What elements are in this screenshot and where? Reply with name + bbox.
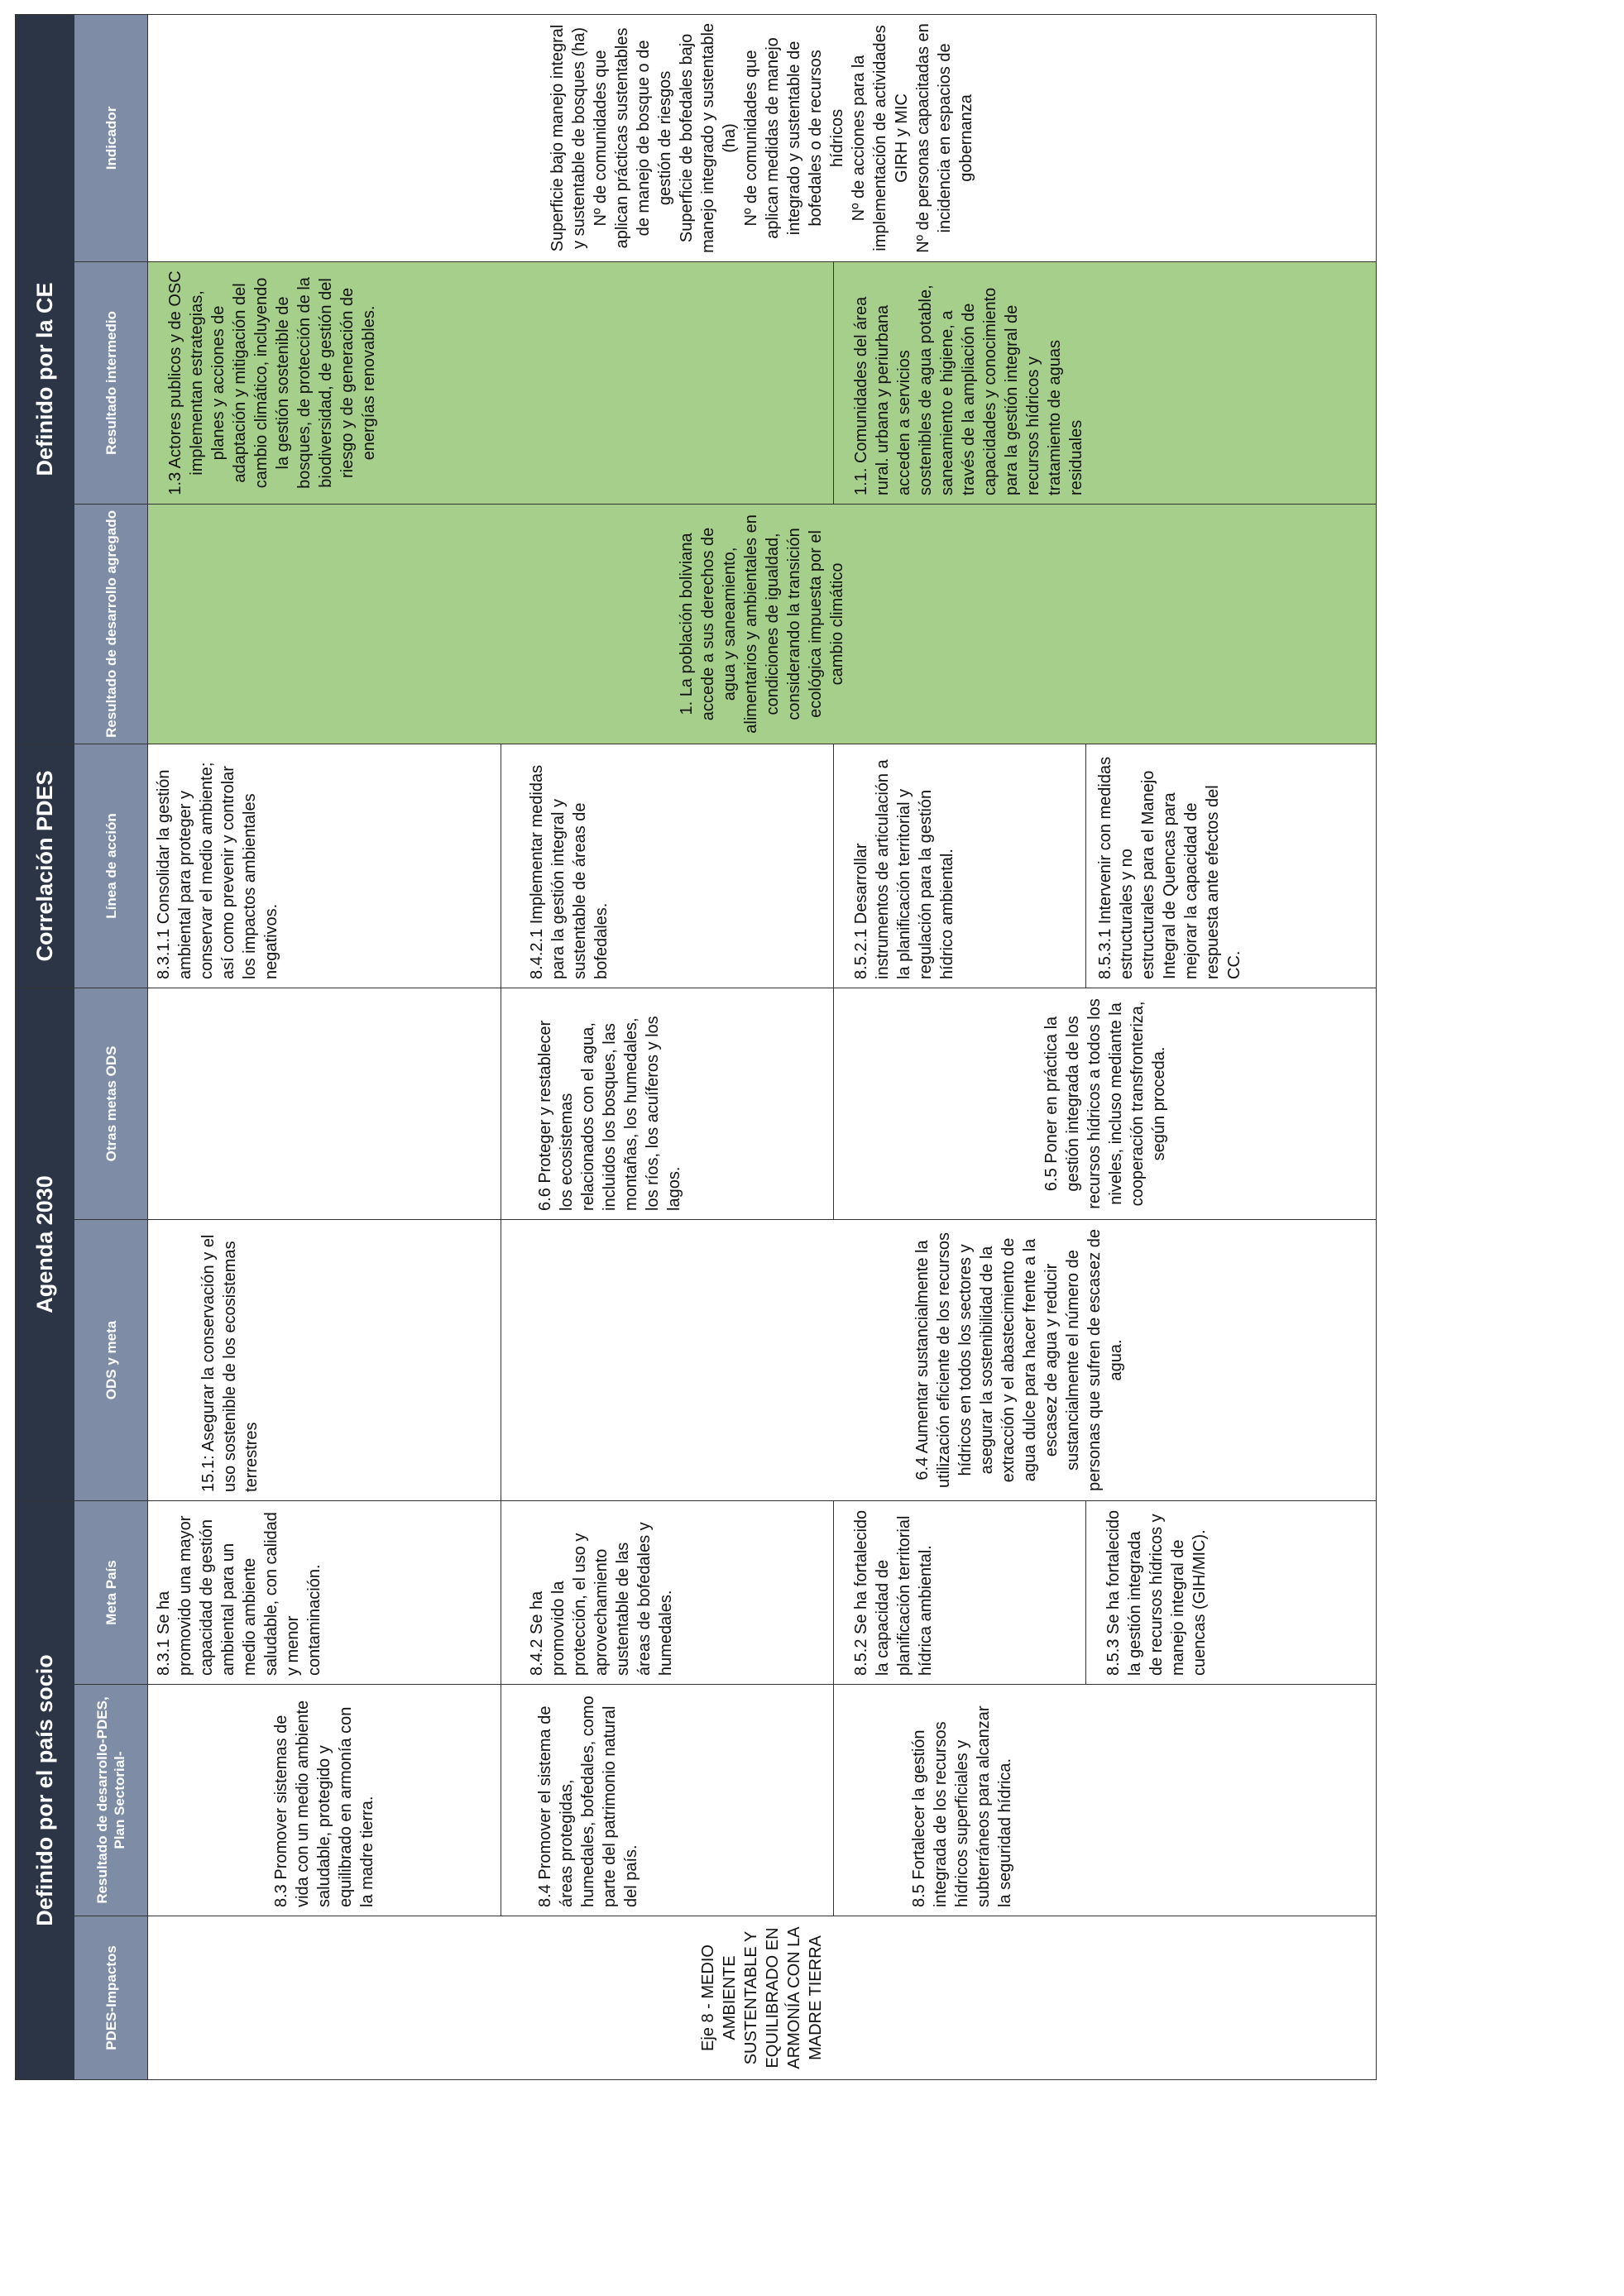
indicador-cell xyxy=(148,14,1377,261)
result-agregado-cell xyxy=(148,504,1377,744)
result-int-1-3-text: 1.3 Actores publicos y de OSC implementan estrategias, planes y acciones de adaptación y mitigación del cambio climático, incluyendo la gestión sostenible de bosques, de protección de la biodiversidad, de gestión del riesgo y de generación de energías renovables. xyxy=(166,270,378,495)
impact-text: Eje 8 - MEDIO AMBIENTE SUSTENTABLE Y EQUILIBRADO EN ARMONÍA CON LA MADRE TIERRA xyxy=(699,1926,825,2069)
meta-8-3-1-cell xyxy=(148,1500,501,1684)
linea-8-3-1-1-text: 8.3.1.1 Consolidar la gestión ambiental para proteger y conservar el medio ambiente; así como prevenir y controlar los impactos ambientales negativos. xyxy=(155,762,280,979)
indicador-text: Superficie bajo manejo integral y sustentable de bosques (ha) Nº de comunidades que aplican prácticas sustentables de manejo de bosque o de gestión de riesgos Superficie de bofedales bajo manejo integrado y sustentable (ha) Nº de comunidades que aplican medidas de manejo integrado y sustentable de bofedales o de recursos hídricos Nº de acciones para la implementación de actividades GIRH y MIC Nº de personas capacitadas en incidencia en espacios de gobernanza xyxy=(549,22,975,253)
rotated-table-container xyxy=(15,15,1376,2080)
col-header-result-dev: Resultado de desarrollo-PDES, Plan Sectorial- xyxy=(74,1685,148,1916)
linea-8-5-2-1-cell xyxy=(834,744,1086,988)
otras-6-5-text: 6.5 Poner en práctica la gestión integrada de los recursos hídricos a todos los niveles, incluso mediante la cooperación transfronteriza, según proceda. xyxy=(1042,998,1168,1209)
col-header-ods-meta: ODS y meta xyxy=(74,1219,148,1500)
result-8-3-cell xyxy=(148,1685,501,1916)
linea-8-5-3-1-text: 8.5.3.1 Intervenir con medidas estructurales y no estructurales para el Manejo Integral de Quencas para mejorar la capacidad de respuesta ante efectos del CC. xyxy=(1096,756,1243,979)
otras-6-5-cell xyxy=(834,988,1377,1219)
ods-15-1-cell xyxy=(148,1219,501,1500)
result-int-1-1-cell xyxy=(834,261,1377,504)
impact-cell xyxy=(148,1916,1377,2080)
linea-8-4-2-1-text: 8.4.2.1 Implementar medidas para la gestión integral y sustentable de áreas de bofedales. xyxy=(528,764,611,979)
col-header-meta-pais: Meta País xyxy=(74,1500,148,1684)
group-header-country: Definido por el país socio xyxy=(16,1500,74,2079)
result-8-4-cell xyxy=(501,1685,834,1916)
col-header-linea-accion: Línea de acción xyxy=(74,744,148,988)
linea-8-4-2-1-cell xyxy=(501,744,834,988)
result-int-1-1-text: 1.1. Comunidades del área rural. urbana y periurbana acceden a servicios sostenibles de agua potable, saneamiento e higiene, a través de la ampliación de capacidades y conocimiento para la gestión integral de recursos hídricos y tratamiento de aguas residuales xyxy=(852,285,1085,495)
meta-8-4-2-text: 8.4.2 Se ha promovido la protección, el uso y aprovechamiento sustentable de las áreas de bofedales y humedales. xyxy=(528,1522,675,1676)
meta-8-5-3-text: 8.5.3 Se ha fortalecido la gestión integrada de recursos hídricos y manejo integral de cuencas (GIH/MIC). xyxy=(1104,1509,1209,1676)
group-header-pdes: Correlación PDES xyxy=(16,744,74,988)
group-header-ce: Definido por la CE xyxy=(16,14,74,744)
ods-6-4-cell xyxy=(501,1219,1377,1500)
result-8-4-text: 8.4 Promover el sistema de áreas protegidas, humedales, bofedales, como parte del patrimonio natural del país. xyxy=(536,1696,640,1907)
result-int-1-3-cell xyxy=(148,261,834,504)
col-header-indicador: Indicador xyxy=(74,14,148,261)
otras-6-6-text: 6.6 Proteger y restablecer los ecosistemas relacionados con el agua, incluidos los bosques, las montañas, los humedales, los ríos, los acuíferos y los lagos. xyxy=(536,1016,683,1211)
result-8-3-text: 8.3 Promover sistemas de vida con un medio ambiente saludable, protegido y equilibrado en armonía con la madre tierra. xyxy=(272,1700,376,1907)
result-agregado-text: 1. La población boliviana accede a sus derechos de agua y saneamiento, alimentarios y ambientales en condiciones de igualdad, considerando la transición ecológica impuesta por el cambio climático xyxy=(678,514,846,734)
result-8-5-cell xyxy=(834,1685,1377,1916)
otras-6-6-cell xyxy=(501,988,834,1219)
ods-6-4-text: 6.4 Aumentar sustancialmente la utilización eficiente de los recursos hídricos en todos los sectores y asegurar la sostenibilidad de la extracción y el abastecimiento de agua dulce para hacer frente a la escasez de agua y reducir sustancialmente el número de personas que sufren de escasez de agua. xyxy=(913,1229,1125,1491)
col-header-otras-metas: Otras metas ODS xyxy=(74,988,148,1219)
linea-8-3-1-1-cell xyxy=(148,744,501,988)
ods-15-1-text: 15.1: Asegurar la conservación y el uso sostenible de los ecosistemas terrestres xyxy=(199,1234,261,1492)
correlation-table xyxy=(15,14,1377,2080)
linea-8-5-3-1-cell xyxy=(1086,744,1377,988)
col-header-result-intermedio: Resultado intermedio xyxy=(74,261,148,504)
linea-8-5-2-1-text: 8.5.2.1 Desarrollar instrumentos de articulación a la planificación territorial y regulación para la gestión hídrico ambiental. xyxy=(852,759,956,979)
meta-8-3-1-text: 8.3.1 Se ha promovido una mayor capacidad de gestión ambiental para un medio ambiente saludable, con calidad y menor contaminación. xyxy=(155,1512,323,1676)
meta-8-5-3-cell xyxy=(1086,1500,1377,1684)
meta-8-4-2-cell xyxy=(501,1500,834,1684)
group-header-agenda: Agenda 2030 xyxy=(16,988,74,1500)
meta-8-5-2-text: 8.5.2 Se ha fortalecido la capacidad de planificación territorial hídrica ambiental. xyxy=(852,1509,935,1676)
meta-8-5-2-cell xyxy=(834,1500,1086,1684)
col-header-impacts: PDES-Impactos xyxy=(74,1916,148,2080)
result-8-5-text: 8.5 Fortalecer la gestión integrada de los recursos hídricos superficiales y subterráneos para alcanzar la seguridad hídrica. xyxy=(910,1705,1014,1907)
otras-empty-cell xyxy=(148,988,501,1219)
col-header-result-agregado: Resultado de desarrollo agregado xyxy=(74,504,148,744)
